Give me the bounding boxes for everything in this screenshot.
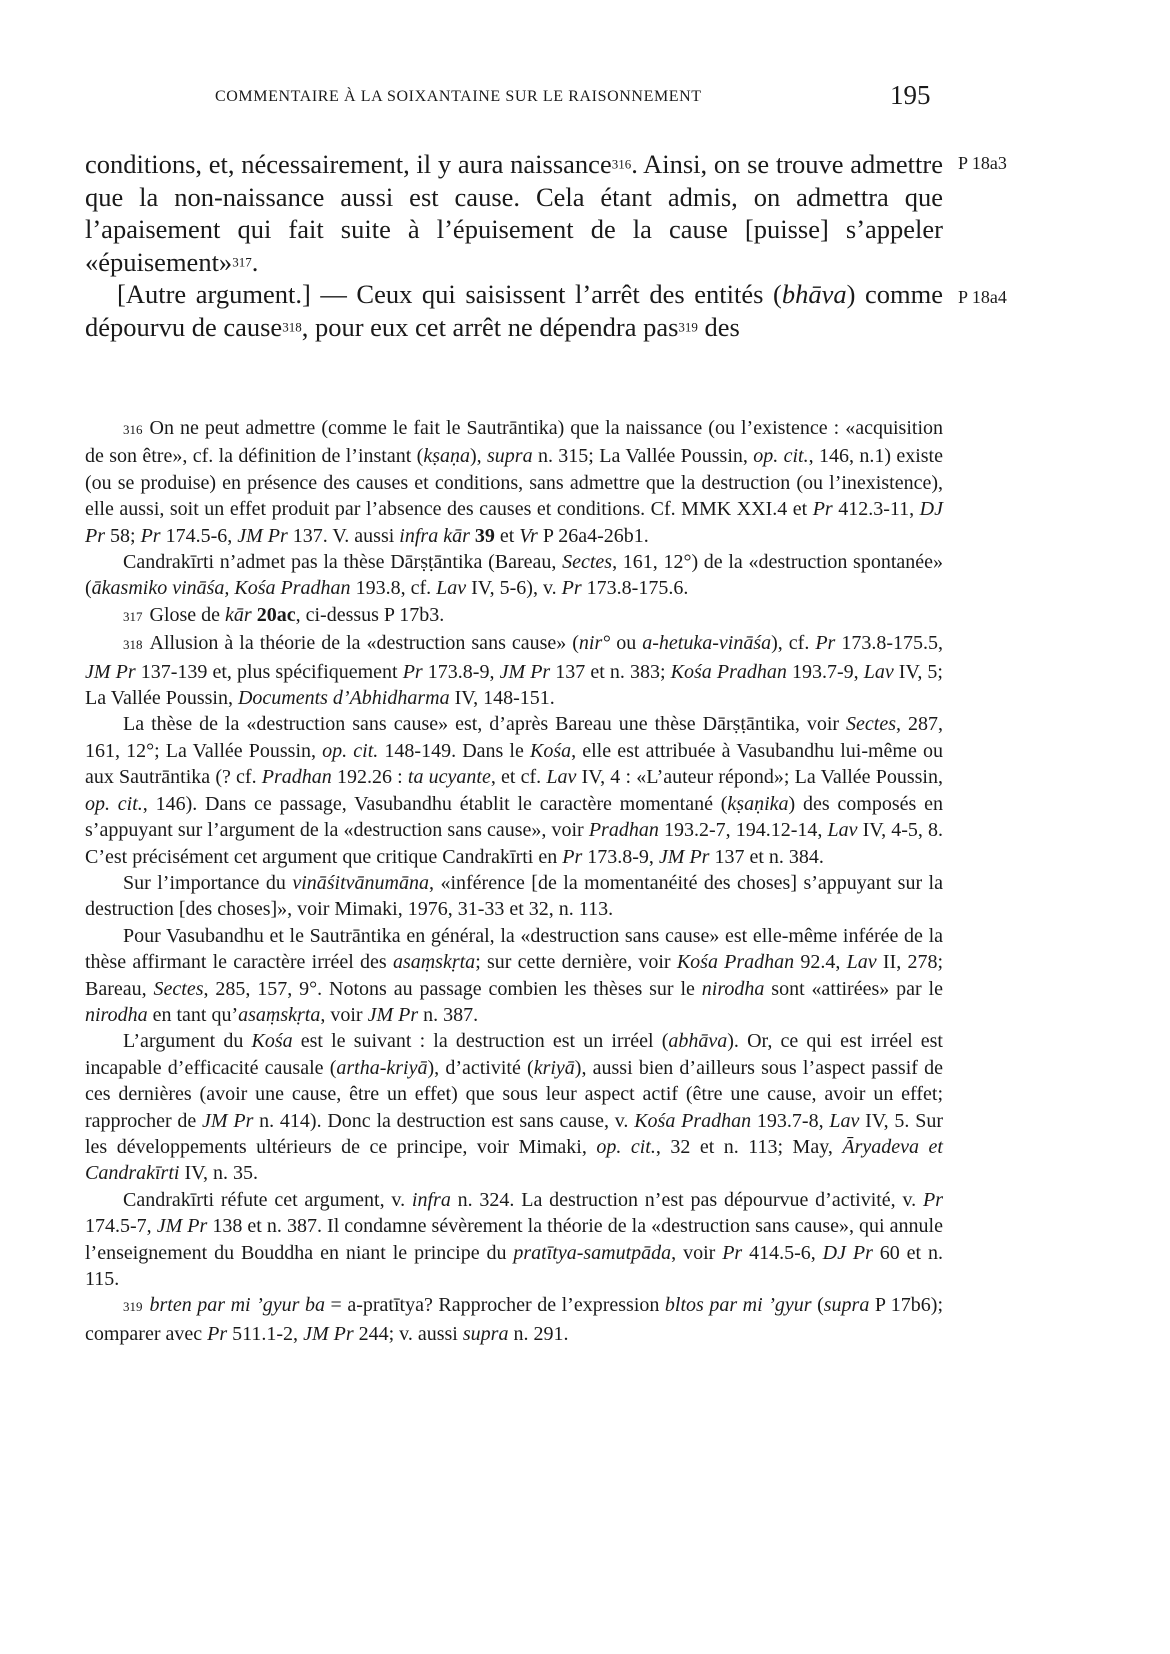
footnote-316: 316 On ne peut admettre (comme le fait le Sautrāntika) que la naissance (ou l’existence : «acquisition de son être», cf. la définition de l’instant (kṣaṇa), supra n. 315; La Vallée Poussin, op. cit., 146, n.1) existe (ou se produise) en présence des causes et conditions, sans admettre que la destruction (ou l’inexistence), elle aussi, soit un effet produit par l’absence des causes et conditions. Cf. MMK XXI.4 et Pr 412.3-11, DJ Pr 58; Pr 174.5-6, JM Pr 137. V. aussi infra kār 39 et Vr P 26a4-26b1. bbox=[85, 417, 943, 547]
footnote-318-para-4: Pour Vasubandhu et le Sautrāntika en général, la «destruction sans cause» est elle-même inférée de la thèse affirmant le caractère irréel des asaṃskṛta; sur cette dernière, voir Kośa Pradhan 92.4, Lav II, 278; Bareau, Sectes, 285, 157, 9°. Notons au passage combien les thèses sur le nirodha sont «attirées» par le nirodha en tant qu’asaṃskṛta, voir JM Pr n. 387. bbox=[85, 924, 943, 1026]
footnote-318-para-2: La thèse de la «destruction sans cause» est, d’après Bareau une thèse Dārṣṭāntika, voir Sectes, 287, 161, 12°; La Vallée Poussin, op. cit. 148-149. Dans le Kośa, elle est attribuée à Vasubandhu lui-même ou aux Sautrāntika (? cf. Pradhan 192.26 : ta ucyante, et cf. Lav IV, 4 : «L’auteur répond»; La Vallée Poussin, op. cit., 146). Dans ce passage, Vasubandhu établit le caractère momentané (kṣaṇika) des composés en s’appuyant sur l’argument de la «destruction sans cause», voir Pradhan 193.2-7, 194.12-14, Lav IV, 4-5, 8. C’est précisément cet argument que critique Candrakīrti en Pr 173.8-9, JM Pr 137 et n. 384. bbox=[85, 713, 943, 868]
footnote-ref-318[interactable]: 318 bbox=[282, 318, 302, 334]
footnote-318-para-6: Candrakīrti réfute cet argument, v. infra n. 324. La destruction n’est pas dépourvue d’activité, v. Pr 174.5-7, JM Pr 138 et n. 387. Il condamne sévèrement la théorie de la «destruction sans cause», qui annule l’enseignement du Bouddha en niant le principe du pratītya-samutpāda, voir Pr 414.5-6, DJ Pr 60 et n. 115. bbox=[85, 1188, 943, 1290]
main-text bbox=[85, 148, 943, 343]
page-number: 195 bbox=[890, 80, 931, 110]
footnote-number-316: 316 bbox=[123, 422, 143, 437]
footnote-number-317: 317 bbox=[123, 608, 143, 624]
main-paragraph-1: conditions, et, nécessairement, il y aura naissance316. Ainsi, on se trouve admettre que la non-naissance aussi est cause. Cela étant admis, on admettra que l’apaisement qui fait suite à l’épuisement de la cause [puisse] s’appeler «épuisement»317. bbox=[85, 149, 943, 277]
margin-ref-p18a3: P 18a3 bbox=[958, 153, 1007, 173]
running-header: COMMENTAIRE À LA SOIXANTAINE SUR LE RAISONNEMENT bbox=[215, 88, 702, 105]
margin-ref-p18a4: P 18a4 bbox=[958, 287, 1007, 307]
footnote-ref-319[interactable]: 319 bbox=[678, 318, 698, 334]
footnote-319: 319 brten par mi ’gyur ba = a-pratītya? Rapprocher de l’expression bltos par mi ’gyur (supra P 17b6); comparer avec Pr 511.1-2, JM Pr 244; v. aussi supra n. 291. bbox=[85, 1294, 944, 1345]
footnote-ref-316[interactable]: 316 bbox=[611, 156, 632, 172]
footnote-317: 317 Glose de kār 20ac, ci-dessus P 17b3. bbox=[123, 603, 445, 626]
footnote-318-para-3: Sur l’importance du vināśitvānumāna, «inférence [de la momentanéité des choses] s’appuyant sur la destruction [des choses]», voir Mimaki, 1976, 31-33 et 32, n. 113. bbox=[85, 871, 943, 921]
footnotes bbox=[85, 415, 943, 1347]
footnote-318: 318 Allusion à la théorie de la «destruction sans cause» (nir° ou a-hetuka-vināśa), cf. Pr 173.8-175.5, JM Pr 137-139 et, plus spécifiquement Pr 173.8-9, JM Pr 137 et n. 383; Kośa Pradhan 193.7-9, Lav IV, 5; La Vallée Poussin, Documents d’Abhidharma IV, 148-151. bbox=[85, 632, 943, 710]
footnote-316-continued: Candrakīrti n’admet pas la thèse Dārṣṭāntika (Bareau, Sectes, 161, 12°) de la «destruction spontanée» (ākasmiko vināśa, Kośa Pradhan 193.8, cf. Lav IV, 5-6), v. Pr 173.8-175.6. bbox=[85, 551, 944, 600]
footnote-number-319: 319 bbox=[123, 1299, 143, 1315]
footnote-318-para-5: L’argument du Kośa est le suivant : la destruction est un irréel (abhāva). Or, ce qui est irréel est incapable d’efficacité causale (artha-kriyā), d’activité (kriyā), aussi bien d’ailleurs sous l’aspect passif de ces dernières (avoir une cause, être un effet) que sous leur aspect actif (être une cause, avoir un effet; rapprocher de JM Pr n. 414). Donc la destruction est sans cause, v. Kośa Pradhan 193.7-8, Lav IV, 5. Sur les développements ultérieurs de ce principe, voir Mimaki, op. cit., 32 et n. 113; May, Āryadeva et Candrakīrti IV, n. 35. bbox=[85, 1030, 943, 1185]
main-paragraph-2: [Autre argument.] — Ceux qui saisissent l’arrêt des entités (bhāva) comme dépourvu de cause318, pour eux cet arrêt ne dépendra pas319 des bbox=[85, 279, 943, 342]
footnote-ref-317[interactable]: 317 bbox=[232, 253, 252, 269]
footnote-number-318: 318 bbox=[123, 637, 143, 653]
